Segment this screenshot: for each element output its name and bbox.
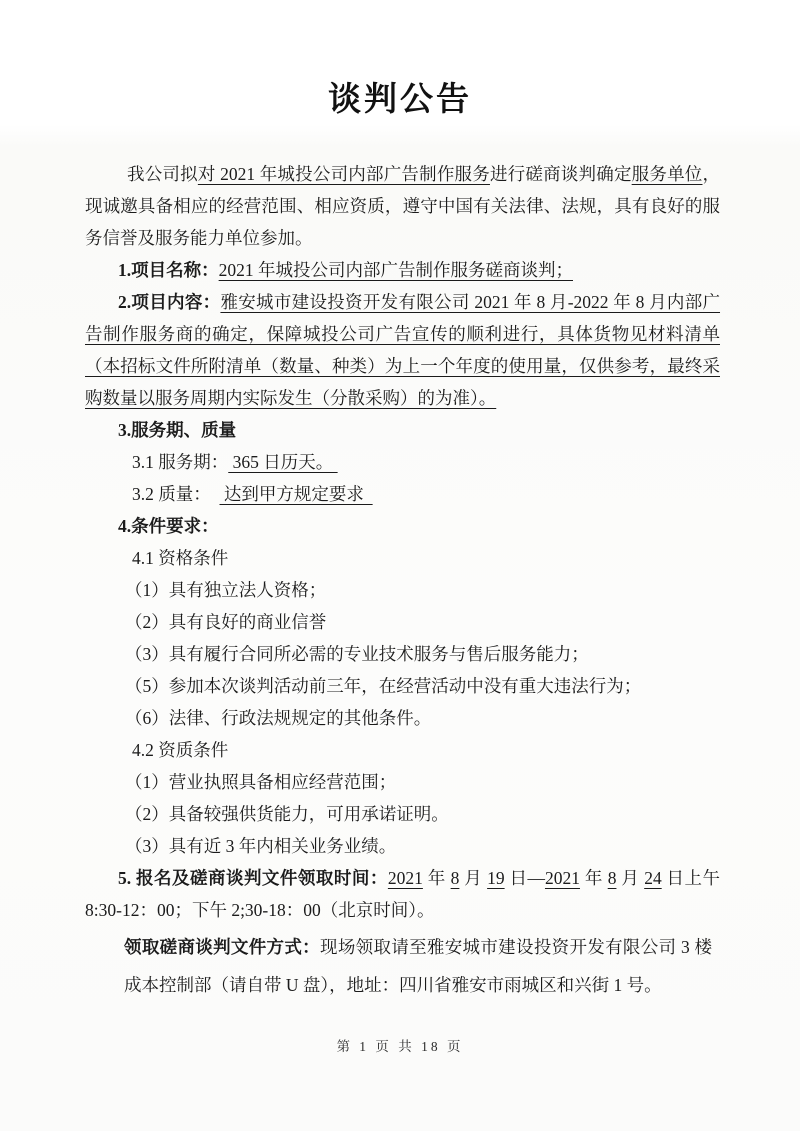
text-run: 3.1 服务期： bbox=[132, 452, 229, 472]
text-run: 月 bbox=[616, 868, 645, 888]
text-run: 月 bbox=[459, 868, 488, 888]
qualification-item-1 bbox=[85, 574, 720, 606]
text-run: 19 bbox=[487, 868, 505, 888]
text-run: 5. 报名及磋商谈判文件领取时间： bbox=[118, 868, 388, 888]
text-run: （1）具有独立法人资格； bbox=[125, 580, 327, 600]
text-run: 我公司拟 bbox=[127, 164, 198, 184]
text-run: （3）具有近 3 年内相关业务业绩。 bbox=[125, 836, 397, 856]
text-run: 3.2 质量： bbox=[132, 484, 220, 504]
document-body bbox=[0, 158, 800, 1004]
text-run: 2.项目内容： bbox=[118, 292, 221, 312]
text-run: 日— bbox=[504, 868, 545, 888]
text-run: 4.1 资格条件 bbox=[132, 548, 229, 568]
text-run: 雅安城市建设投资开发有限公司 2021 年 8 月-2022 年 8 月内部广告制作服务商的确定，保障城投公司广告宣传的顺利进行，具体货物见材料清单（本招标文件所附清单（数量、种类）为上一个年度的使用量，仅供参考，最终采购数量以服务周期内实际发生（分散采购）的为准）。 bbox=[85, 292, 721, 408]
text-run: 3.服务期、质量 bbox=[118, 420, 237, 440]
text-run: 365 日历天。 bbox=[228, 452, 338, 472]
text-run: 2021 bbox=[387, 868, 423, 888]
text-run: 4.2 资质条件 bbox=[132, 740, 229, 760]
text-run: （2）具备较强供货能力，可用承诺证明。 bbox=[125, 804, 449, 824]
condition-requirements-heading bbox=[85, 510, 720, 542]
project-name-item bbox=[85, 254, 720, 286]
document-collection-method-paragraph bbox=[124, 928, 720, 1004]
text-run: ，现诚邀具备相应的经营范围、相应资质，遵守中国有关法律、法规，具有良好的服务信誉及服务能力单位参加。 bbox=[85, 164, 720, 248]
qualification-conditions-heading bbox=[85, 542, 720, 574]
text-run: 领取磋商谈判文件方式： bbox=[124, 937, 320, 957]
text-run: 进行磋商谈判确定 bbox=[489, 164, 632, 184]
text-run: 2021 bbox=[544, 868, 580, 888]
text-run: 24 bbox=[644, 868, 662, 888]
text-run: 4.条件要求： bbox=[118, 516, 219, 536]
qualification-item-3 bbox=[85, 638, 720, 670]
text-run: 服务单位 bbox=[631, 164, 703, 184]
quality-item bbox=[85, 478, 720, 510]
intro-paragraph bbox=[85, 158, 720, 254]
text-run: 1.项目名称： bbox=[118, 260, 219, 280]
text-run: 现场领取请至雅安城市建设投资开发有限公司 3 楼成本控制部（请自带 U 盘），地址：四川省雅安市雨城区和兴街 1 号。 bbox=[124, 937, 712, 995]
text-run: （5）参加本次谈判活动前三年，在经营活动中没有重大违法行为； bbox=[125, 676, 642, 696]
text-run: 8 bbox=[450, 868, 460, 888]
text-run: （2）具有良好的商业信誉 bbox=[125, 612, 327, 632]
text-run: 8 bbox=[607, 868, 617, 888]
page-title: 谈判公告 bbox=[328, 82, 472, 118]
qualification-item-5 bbox=[85, 670, 720, 702]
page-number-footer: 第 1 页 共 18 页 bbox=[336, 1039, 464, 1054]
text-run: 年 bbox=[579, 868, 608, 888]
service-period-quality-heading bbox=[85, 414, 720, 446]
credential-item-3 bbox=[85, 830, 720, 862]
credential-item-1 bbox=[85, 766, 720, 798]
text-run: 年 bbox=[422, 868, 451, 888]
credential-conditions-heading bbox=[85, 734, 720, 766]
text-run: （3）具有履行合同所必需的专业技术服务与售后服务能力； bbox=[125, 644, 589, 664]
document-collection-time-item bbox=[85, 862, 725, 926]
text-run: 达到甲方规定要求 bbox=[219, 484, 373, 504]
text-run: 日上午 8:30-12：00；下午 2;30-18：00（北京时间）。 bbox=[85, 868, 725, 920]
text-run: （1）营业执照具备相应经营范围； bbox=[125, 772, 397, 792]
credential-item-2 bbox=[85, 798, 720, 830]
text-run: 2021 年城投公司内部广告制作服务磋商谈判； bbox=[218, 260, 573, 280]
text-run: 对 2021 年城投公司内部广告制作服务 bbox=[197, 164, 490, 184]
qualification-item-2 bbox=[85, 606, 720, 638]
qualification-item-6 bbox=[85, 702, 720, 734]
text-run: （6）法律、行政法规规定的其他条件。 bbox=[125, 708, 432, 728]
project-content-item bbox=[85, 286, 720, 414]
service-period-item bbox=[85, 446, 720, 478]
